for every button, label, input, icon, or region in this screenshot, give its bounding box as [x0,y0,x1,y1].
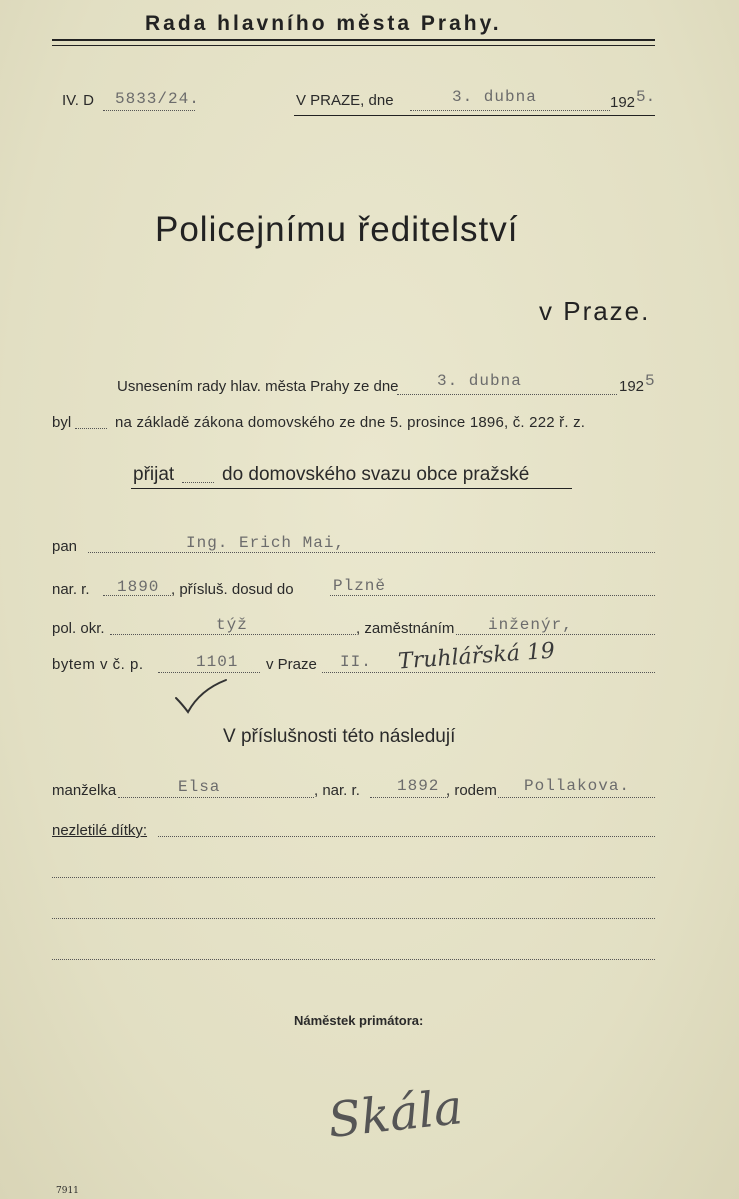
wife-label: manželka [52,782,117,799]
children-line-4 [52,959,655,960]
ref-number-line [103,110,195,111]
person-born-year: 1890 [117,578,160,596]
header-title: Rada hlavního města Prahy. [145,12,502,35]
maiden-name: Pollakova. [524,777,631,795]
resolution-year-suffix: 5 [645,372,655,390]
person-belong-place: Plzně [333,577,387,595]
resolution-date: 3. dubna [437,372,522,390]
children-line-3 [52,918,655,919]
wife-born-label: , nar. r. [314,782,360,799]
person-born-label: nar. r. [52,581,90,598]
person-prague-label: v Praze [266,656,317,673]
maiden-label: , rodem [446,782,497,799]
person-address-label: bytem v č. p. [52,656,144,673]
person-name-line [88,552,655,553]
ref-place-label: V PRAZE, dne [296,92,394,109]
resolution-date-line [397,394,617,395]
signature: Skála [325,1079,466,1149]
wife-born-line [370,797,448,798]
checkmark-icon [170,676,234,716]
children-line-1 [158,836,655,837]
resolution-law-text: na základě zákona domovského ze dne 5. prosince 1896, č. 222 ř. z. [115,414,586,431]
person-occupation-label: , zaměstnáním [356,620,455,637]
header-rule-thin [52,45,655,46]
ref-prefix: IV. D [62,92,94,109]
person-address-number-line [158,672,260,673]
resolution-union-text: do domovského svazu obce pražské [222,464,530,485]
signature-label: Náměstek primátora: [294,1013,424,1028]
person-district-label: pol. okr. [52,620,105,637]
person-name: Ing. Erich Mai, [186,534,346,552]
resolution-underline [131,488,572,489]
ref-year-prefix: 192 [610,94,636,111]
footer-code: 7911 [56,1186,79,1196]
wife-born-year: 1892 [397,777,440,795]
person-prague-district: II. [340,653,372,671]
children-line-2 [52,877,655,878]
wife-name: Elsa [178,778,221,796]
addressee-line2: v Praze. [539,296,651,326]
header-rule-thick [52,39,655,41]
person-street-handwritten: Truhlářská 19 [397,638,556,675]
ref-underline [294,115,655,116]
resolution-accepted-line [182,482,214,483]
ref-year-suffix: 5. [636,88,656,106]
children-label: nezletilé dítky: [52,822,148,839]
person-occupation-value: inženýr, [488,616,573,634]
resolution-byl-line [75,428,107,429]
maiden-name-line [498,797,655,798]
ref-date: 3. dubna [452,88,537,106]
wife-name-line [118,797,314,798]
person-pan-label: pan [52,538,78,555]
ref-number: 5833/24. [115,90,200,108]
person-district-value: týž [216,616,248,634]
person-belong-line [330,595,655,596]
person-belong-label: , přísluš. dosud do [171,581,294,598]
resolution-year-prefix: 192 [619,378,645,395]
ref-date-line [410,110,610,111]
following-heading: V příslušnosti této následují [223,726,456,747]
person-address-number: 1101 [196,653,239,671]
resolution-byl: byl [52,414,72,431]
person-prague-line [322,672,655,673]
person-district-line [110,634,356,635]
addressee-line1: Policejnímu ředitelství [155,210,519,249]
resolution-accepted: přijat [133,464,175,485]
resolution-label: Usnesením rady hlav. města Prahy ze dne [117,378,399,395]
person-occupation-line [456,634,655,635]
